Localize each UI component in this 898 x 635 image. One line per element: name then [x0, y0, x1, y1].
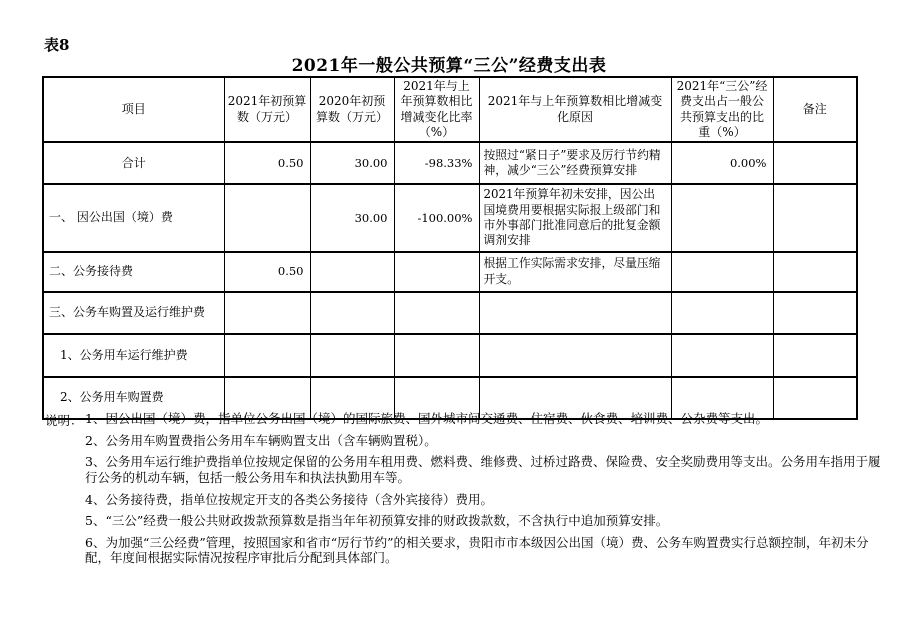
- table-row-abroad-fee: [43, 184, 857, 251]
- cell-budget-2021: [224, 292, 310, 334]
- cell-share: 0.00%: [671, 142, 773, 184]
- cell-budget-2020: [310, 252, 394, 292]
- cell-change-rate: [394, 292, 479, 334]
- cell-share: [671, 252, 773, 292]
- cell-remark: [773, 252, 857, 292]
- notes-section: [45, 411, 883, 572]
- cell-remark: [773, 184, 857, 251]
- cell-budget-2020: [310, 292, 394, 334]
- cell-budget-2021: 0.50: [224, 142, 310, 184]
- cell-budget-2021: [224, 334, 310, 377]
- cell-change-rate: -98.33%: [394, 142, 479, 184]
- cell-item: 一、 因公出国（境）费: [43, 184, 224, 251]
- col-header-budget-2021: 2021年初预算数（万元）: [224, 77, 310, 142]
- col-header-item: 项目: [43, 77, 224, 142]
- cell-remark: [773, 334, 857, 377]
- note-item-5: 5、“三公”经费一般公共财政拨款预算数是指当年年初预算安排的财政拨款数，不含执行中追加预算安排。: [85, 513, 669, 529]
- table-header-row: [43, 77, 857, 142]
- table-row-vehicle-total: [43, 292, 857, 334]
- cell-change-reason: 2021年预算年初未安排，因公出国境费用要根据实际报上级部门和市外事部门批准同意后的批复金额调剂安排: [479, 184, 671, 251]
- notes-label: 说明：: [45, 413, 83, 428]
- budget-table: [42, 76, 858, 420]
- cell-remark: [773, 142, 857, 184]
- cell-remark: [773, 292, 857, 334]
- cell-item: 1、公务用车运行维护费: [43, 334, 224, 377]
- cell-share: [671, 292, 773, 334]
- cell-budget-2020: [310, 334, 394, 377]
- note-item-4: 4、公务接待费，指单位按规定开支的各类公务接待（含外宾接待）费用。: [85, 491, 493, 507]
- cell-item: 三、公务车购置及运行维护费: [43, 292, 224, 334]
- note-item-1: 1、因公出国（境）费，指单位公务出国（境）的国际旅费、国外城市间交通费、住宿费、伙食费、培训费、公杂费等支出。: [85, 411, 768, 426]
- cell-change-rate: -100.00%: [394, 184, 479, 251]
- col-header-budget-2020: 2020年初预算数（万元）: [310, 77, 394, 142]
- cell-item: 合计: [43, 142, 224, 184]
- cell-change-reason: 根据工作实际需求安排，尽量压缩开支。: [479, 252, 671, 292]
- table-row-reception-fee: [43, 252, 857, 292]
- col-header-change-rate: 2021年与上年预算数相比增减变化比率（%）: [394, 77, 479, 142]
- cell-change-rate: [394, 252, 479, 292]
- cell-budget-2020: 30.00: [310, 184, 394, 251]
- table-row-vehicle-maintenance: [43, 334, 857, 377]
- table-row-total: [43, 142, 857, 184]
- cell-change-rate: [394, 334, 479, 377]
- cell-change-reason: 按照过“紧日子”要求及厉行节约精神，减少“三公”经费预算安排: [479, 142, 671, 184]
- sheet-label: 表8: [44, 36, 70, 54]
- col-header-remark: 备注: [773, 77, 857, 142]
- note-item-3: 3、公务用车运行维护费指单位按规定保留的公务用车租用费、燃料费、维修费、过桥过路费、保险费、安全奖励费用等支出。公务用车指用于履行公务的机动车辆，包括一般公务用车和执法执勤用车等。: [85, 454, 881, 485]
- cell-budget-2021: [224, 184, 310, 251]
- cell-share: [671, 184, 773, 251]
- cell-change-reason: [479, 292, 671, 334]
- cell-share: [671, 334, 773, 377]
- col-header-change-reason: 2021年与上年预算数相比增减变化原因: [479, 77, 671, 142]
- col-header-share: 2021年“三公”经费支出占一般公共预算支出的比重（%）: [671, 77, 773, 142]
- cell-change-reason: [479, 334, 671, 377]
- page-title: 2021年一般公共预算“三公”经费支出表: [291, 56, 607, 76]
- cell-item: 2、公务用车购置费: [43, 377, 224, 419]
- cell-budget-2021: 0.50: [224, 252, 310, 292]
- cell-item: 二、公务接待费: [43, 252, 224, 292]
- notes-list: [85, 411, 881, 566]
- cell-budget-2020: 30.00: [310, 142, 394, 184]
- note-item-2: 2、公务用车购置费指公务用车车辆购置支出（含车辆购置税）。: [85, 432, 437, 448]
- note-item-6: 6、为加强“三公经费”管理，按照国家和省市“厉行节约”的相关要求，贵阳市市本级因公出国（境）费、公务车购置费实行总额控制，年初未分配，年度间根据实际情况按程序审批后分配到具体部门。: [85, 534, 869, 566]
